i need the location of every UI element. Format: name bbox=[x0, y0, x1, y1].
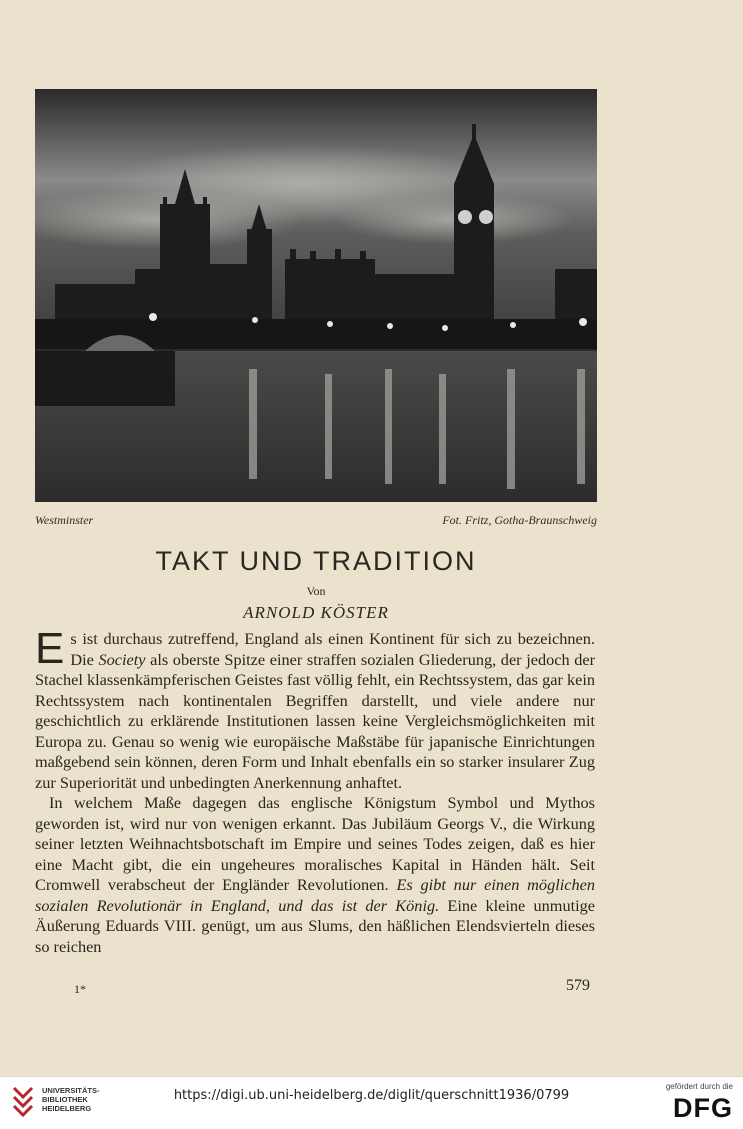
photo-caption-title: Westminster bbox=[35, 513, 94, 527]
westminster-photo bbox=[35, 89, 597, 502]
p1-text-b: als oberste Spitze einer straffen sozialen Gliederung, der jedoch der Stachel klassenkämpferischen Geistes fast völlig fehlt, ein Rechtssystem, das gar kein Rechtssystem nach kontinentalen Begriffen darstellt, und viele andere nur geschichtlich zu erklärende Institutionen lassen keine Vergleichsmöglichkeiten mit Europa zu. Genau so wenig wie europäische Maßstäbe für japanische Einrichtungen maßgebend sein können, deren Form und Inhalt ebenfalls ein so starker insularer Zug zur Superiorität und unbedingten Anerkennung anhaftet. bbox=[35, 649, 596, 792]
p2-italic-quote: Es gibt nur einen möglichen sozialen Revolutionär in England, und das ist der König. bbox=[35, 875, 595, 915]
article-title: TAKT UND TRADITION bbox=[155, 546, 477, 576]
viewer-footer bbox=[0, 1076, 743, 1129]
p1-text-a: s ist durchaus zutreffend, England als einen Kontinent für sich zu bezeichnen. Die bbox=[70, 629, 595, 669]
funder-note: gefördert durch die bbox=[665, 1082, 733, 1091]
paragraph-1 bbox=[35, 624, 596, 793]
article-author: ARNOLD KÖSTER bbox=[243, 603, 389, 622]
p2-text-b: Eine kleine unmutige Äußerung Eduards VIII. genügt, um aus Slums, den häßlichen Elendsvierteln dieses so reichen bbox=[35, 895, 596, 956]
page-number: 579 bbox=[566, 977, 590, 994]
signature-mark: 1* bbox=[74, 982, 86, 996]
photo-illustration bbox=[35, 89, 597, 502]
drop-cap: E bbox=[35, 624, 65, 673]
photo-credit: Fot. Fritz, Gotha-Braunschweig bbox=[442, 513, 597, 527]
permalink-url[interactable]: https://digi.ub.uni-heidelberg.de/diglit/querschnitt1936/0799 bbox=[173, 1088, 570, 1103]
dfg-logo: DFG bbox=[673, 1093, 733, 1123]
library-line-3: HEIDELBERG bbox=[42, 1104, 92, 1113]
p2-text-a: In welchem Maße dagegen das englische Königstum Symbol und Mythos geworden ist, wird nur von wenigen erkannt. Das Jubiläum Georgs V., die Wirkung seiner letzten Weihnachtsbotschaft im Empire und seines Todes zeigen, daß es hier eine Macht gibt, die ein ungeheures moralisches Kapital in Händen hält. Seit Cromwell verabscheut der Engländer Revolutionen. bbox=[35, 793, 595, 894]
article-body bbox=[35, 624, 596, 957]
paragraph-2 bbox=[35, 793, 595, 957]
library-line-2: BIBLIOTHEK bbox=[42, 1095, 88, 1104]
library-line-1: UNIVERSITÄTS- bbox=[42, 1086, 100, 1095]
p1-italic-society: Society bbox=[98, 649, 146, 669]
byline-prefix: Von bbox=[306, 584, 326, 598]
